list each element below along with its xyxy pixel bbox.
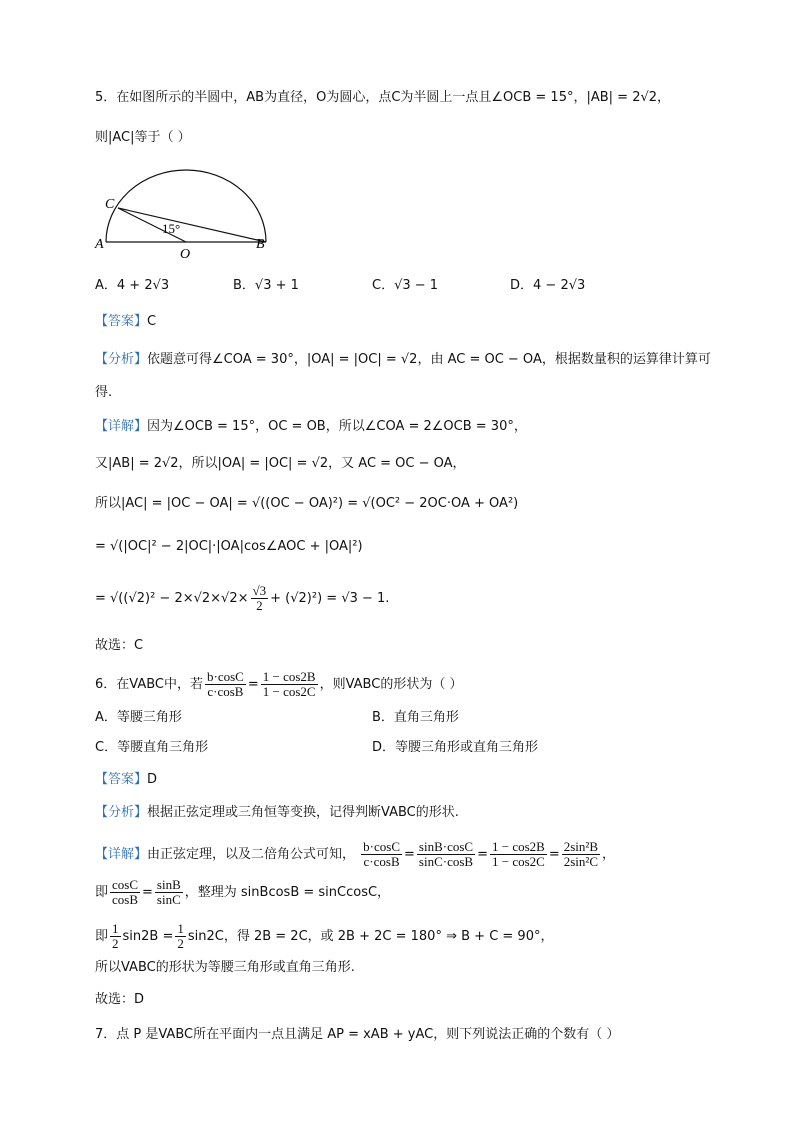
answer-tag: 【答案】: [95, 314, 148, 329]
fig-label-b: B: [256, 237, 265, 252]
q5-detail-2: 又|AB| = 2√2，所以|OA| = |OC| = √2，又 AC = OC − OA，: [95, 456, 466, 471]
q5-analysis: 【分析】依题意可得∠COA = 30°，|OA| = |OC| = √2，由 AC = OC − OA，根据数量积的运算律计算可: [95, 352, 711, 367]
q7-stem: 7．点 P 是VABC所在平面内一点且满足 AP = xAB + yAC，则下列说法正确的个数有（ ）: [95, 1027, 620, 1042]
fig-angle: 15°: [162, 221, 181, 236]
detail-tag: 【详解】: [95, 419, 148, 434]
q5-analysis-2: 得.: [95, 385, 113, 400]
q6-detail-1: 【详解】由正弦定理，以及二倍角公式可知， $\frac{b\cdot\cos C}{c\cdot\cos B}$ = $\frac{\sin B\cdot\cos C}{\sin C\cdot\cos B}$ = $\frac{1 - \cos 2B}{1 - \cos 2C}$ = $\frac{\text{2sin²B}}{\text{2sin²C}}$ ，: [95, 839, 616, 869]
q5-option-d: D．4 − 2√3: [510, 278, 586, 293]
q5-detail-4: = √(|OC|² − 2|OC|·|OA|cos∠AOC + |OA|²): [95, 539, 363, 554]
q6-stem: 6．在VABC中，若 $\frac{b\cdot\cos C}{c\cdot\cos B}$ = $\frac{1 - \cos 2B}{1 - \cos 2C}$ ，则VABC的形状为（ ）: [95, 669, 463, 699]
q6-analysis: 【分析】根据正弦定理或三角恒等变换，记得判断VABC的形状.: [95, 805, 459, 820]
q6-option-b: B．直角三角形: [372, 710, 459, 725]
q5-stem-2: 则|AC|等于（ ）: [95, 130, 191, 145]
analysis-tag: 【分析】: [95, 352, 148, 367]
q5-answer: [95, 312, 156, 332]
q6-option-d: D．等腰三角形或直角三角形: [372, 740, 539, 755]
q6-detail-3: 即 $\frac{1}{2}$ sin2B = $\frac{1}{2}$ sin2C，得 2B = 2C，或 2B + 2C = 180° ⇒ B + C = 90°，: [95, 921, 554, 951]
q5-detail-5: = √((√2)² − 2×√2×√2× $\frac{√3}{2}$ + (√2)²) = √3 − 1.: [95, 583, 390, 613]
q5-detail-1: 【详解】因为∠OCB = 15°，OC = OB，所以∠COA = 2∠OCB = 30°，: [95, 419, 527, 434]
q6-answer: 【答案】D: [95, 772, 158, 787]
q5-option-b: B．√3 + 1: [233, 278, 299, 293]
q5-option-a: A．4 + 2√3: [95, 278, 170, 293]
fig-label-o: O: [180, 247, 191, 262]
q5-option-c: C．√3 − 1: [372, 278, 439, 293]
q6-detail-4: 所以VABC的形状为等腰三角形或直角三角形.: [95, 960, 355, 975]
answer-value: C: [147, 314, 157, 329]
q6-detail-2: 即 $\frac{\cos C}{\cos B}$ = $\frac{\sin B}{\sin C}$ ，整理为 sinBcosB = sinCcosC，: [95, 877, 391, 907]
fig-label-c: C: [105, 197, 115, 212]
q6-choice: 故选：D: [95, 992, 145, 1007]
q5-detail-3: 所以|AC| = |OC − OA| = √((OC − OA)²) = √(OC² − 2OC·OA + OA²): [95, 496, 519, 511]
q6-option-a: A．等腰三角形: [95, 710, 182, 725]
q6-option-c: C．等腰直角三角形: [95, 740, 209, 755]
q5-choice: 故选：C: [95, 638, 144, 653]
fig-label-a: A: [95, 237, 104, 252]
q5-stem: 5．在如图所示的半圆中，AB为直径，O为圆心，点C为半圆上一点且∠OCB = 15°，|AB| = 2√2，: [95, 90, 671, 105]
semicircle-figure: [92, 162, 272, 262]
